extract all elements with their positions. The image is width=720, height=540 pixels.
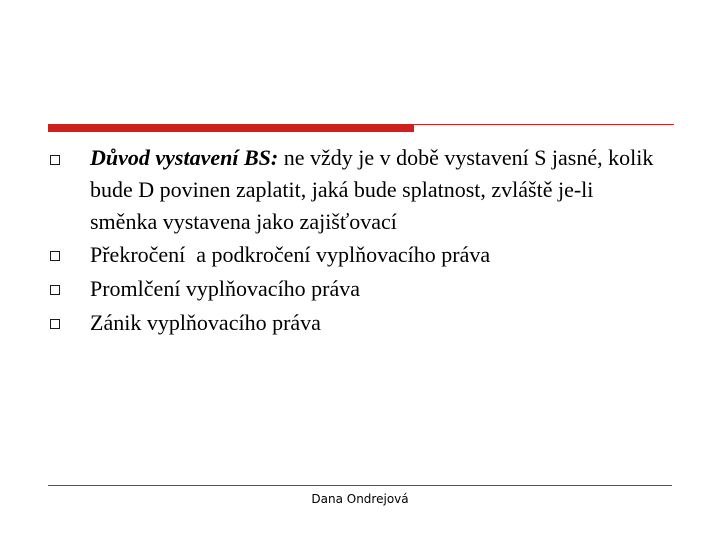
header-rule <box>414 124 674 125</box>
square-bullet-icon <box>50 285 60 295</box>
footer-rule <box>48 485 672 486</box>
list-item <box>50 238 670 272</box>
item-label: Důvod vystavení BS: <box>90 145 279 170</box>
footer-author: Dana Ondrejová <box>311 492 409 506</box>
list-item <box>50 306 670 340</box>
item-text: Překročení a podkročení vyplňovacího práva <box>90 242 491 267</box>
bullet-list <box>50 142 670 340</box>
list-item <box>50 272 670 306</box>
item-text: ne vždy je v době vystavení S jasné, kolik bude D povinen zaplatit, jaká bude splatnost, zvláště je-li směnka vystavena jako zajišťovací <box>90 145 654 234</box>
item-text: Promlčení vyplňovacího práva <box>90 276 361 301</box>
square-bullet-icon <box>50 251 60 261</box>
square-bullet-icon <box>50 319 60 329</box>
header-accent-bar <box>48 124 414 132</box>
item-text: Zánik vyplňovacího práva <box>90 310 321 335</box>
list-item <box>50 142 670 238</box>
square-bullet-icon <box>50 155 60 165</box>
